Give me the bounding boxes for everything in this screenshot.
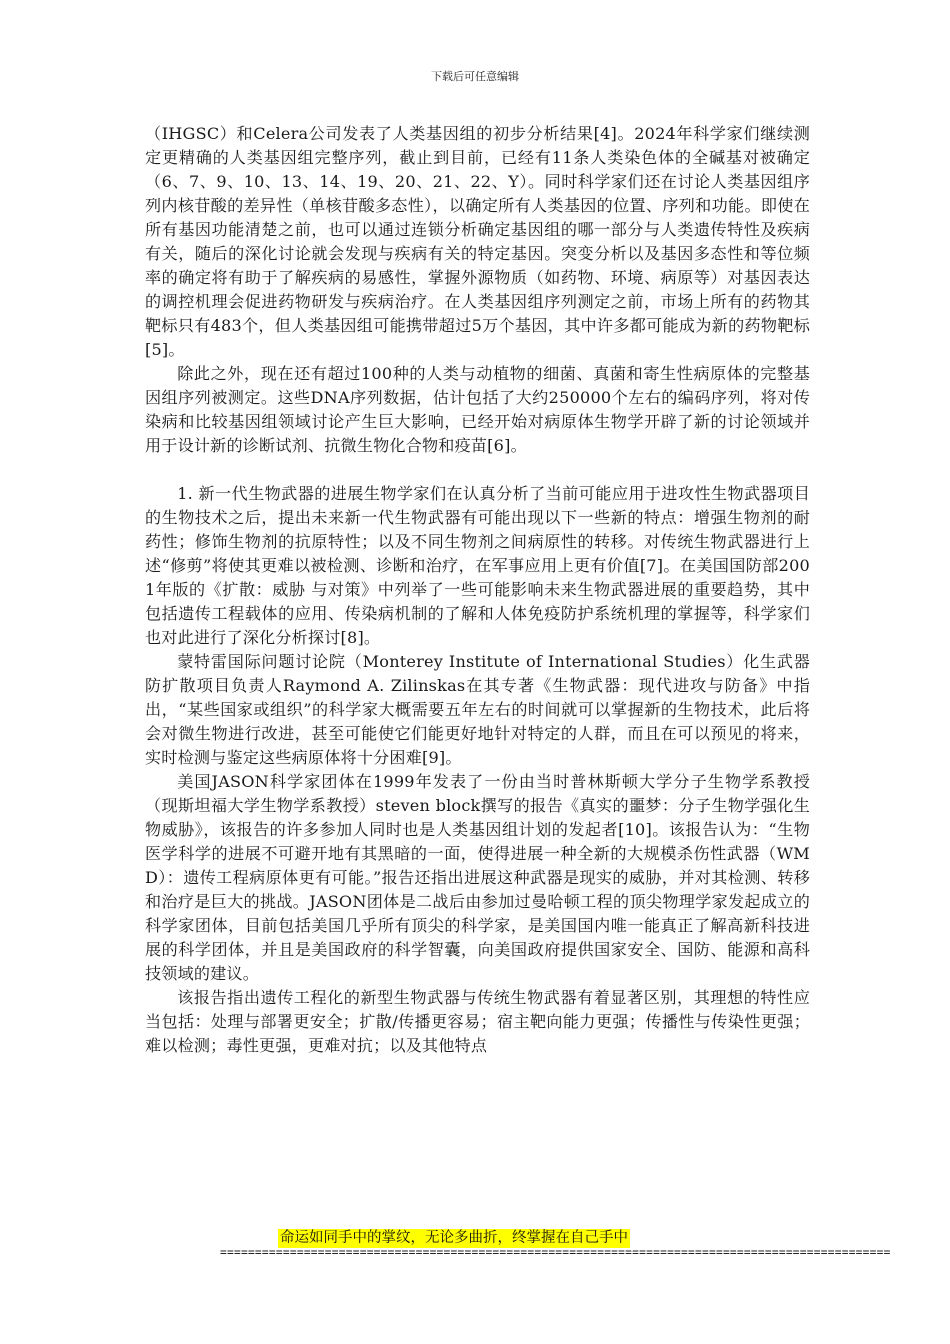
paragraph-spacer <box>145 458 810 482</box>
paragraph-report-features: 该报告指出遗传工程化的新型生物武器与传统生物武器有着显著区别，其理想的特性应当包括：处理与部署更安全；扩散/传播更容易；宿主靶向能力更强；传播性与传染性更强；难以检测；毒性更强，更难对抗；以及其他特点 <box>145 988 810 1055</box>
paragraph-jason-report: 美国JASON科学家团体在1999年发表了一份由当时普林斯顿大学分子生物学系教授（现斯坦福大学生物学系教授）steven block撰写的报告《真实的噩梦：分子生物学强化生物威胁》，该报告的许多参加人同时也是人类基因组计划的发起者[10]。该报告认为：“生物医学科学的进展不可避开地有其黑暗的一面，使得进展一种全新的大规模杀伤性武器（WMD）：遗传工程病原体更有可能。”报告还指出进展这种武器是现实的威胁，并对其检测、转移和治疗是巨大的挑战。JASON团体是二战后由参加过曼哈顿工程的顶尖物理学家发起成立的科学家团体，目前包括美国几乎所有顶尖的科学家，是美国国内唯一能真正了解高新科技进展的科学团体，并且是美国政府的科学智囊，向美国政府提供国家安全、国防、能源和高科技领域的建议。 <box>145 772 810 983</box>
paragraph-pathogen-genomes: 除此之外，现在还有超过100种的人类与动植物的细菌、真菌和寄生性病原体的完整基因组序列被测定。这些DNA序列数据，估计包括了大约250000个左右的编码序列，将对传染病和比较基因组领域讨论产生巨大影响，已经开始对病原体生物学开辟了新的讨论领域并用于设计新的诊断试剂、抗微生物化合物和疫苗[6]。 <box>145 364 810 455</box>
paragraph-monterey-institute: 蒙特雷国际问题讨论院（Monterey Institute of International Studies）化生武器防扩散项目负责人Raymond A. Zilinskas在其专著《生物武器：现代进攻与防备》中指出，“某些国家或组织”的科学家大概需要五年左右的时间就可以掌握新的生物技术，此后将会对微生物进行改进，甚至可能使它们能更好地针对特定的人群，而且在可以预见的将来，实时检测与鉴定这些病原体将十分困难[9]。 <box>145 652 810 767</box>
footer-motto-banner: 命运如同手中的掌纹，无论多曲折，终掌握在自己手中 <box>280 1230 628 1246</box>
page-header-note: 下载后可任意编辑 <box>431 70 519 83</box>
paragraph-bioweapon-progress: 1. 新一代生物武器的进展生物学家们在认真分析了当前可能应用于进攻性生物武器项目的生物技术之后，提出未来新一代生物武器有可能出现以下一些新的特点：增强生物剂的耐药性；修饰生物剂的抗原特性；以及不同生物剂之间病原性的转移。对传统生物武器进行上述“修剪”将使其更难以被检测、诊断和治疗，在军事应用上更有价值[7]。在美国国防部2001年版的《扩散：威胁 与对策》中列举了一些可能影响未来生物武器进展的重要趋势，其中包括遗传工程载体的应用、传染病机制的了解和人体免疫防护系统机理的掌握等，科学家们也对此进行了深化分析探讨[8]。 <box>145 484 810 647</box>
document-body <box>145 122 810 1058</box>
footer-divider-rule: ================================================================================================ <box>220 1246 891 1259</box>
paragraph-genome-analysis: （IHGSC）和Celera公司发表了人类基因组的初步分析结果[4]。2024年科学家们继续测定更精确的人类基因组完整序列，截止到目前，已经有11条人类染色体的全碱基对被确定（6、7、9、10、13、14、19、20、21、22、Y）。同时科学家们还在讨论人类基因组序列内核苷酸的差异性（单核苷酸多态性），以确定所有人类基因的位置、序列和功能。即使在所有基因功能清楚之前，也可以通过连锁分析确定基因组的哪一部分与人类遗传特性及疾病有关，随后的深化讨论就会发现与疾病有关的特定基因。突变分析以及基因多态性和等位频率的确定将有助于了解疾病的易感性，掌握外源物质（如药物、环境、病原等）对基因表达的调控机理会促进药物研发与疾病治疗。在人类基因组序列测定之前，市场上所有的药物其靶标只有483个，但人类基因组可能携带超过5万个基因，其中许多都可能成为新的药物靶标[5]。 <box>145 124 810 359</box>
